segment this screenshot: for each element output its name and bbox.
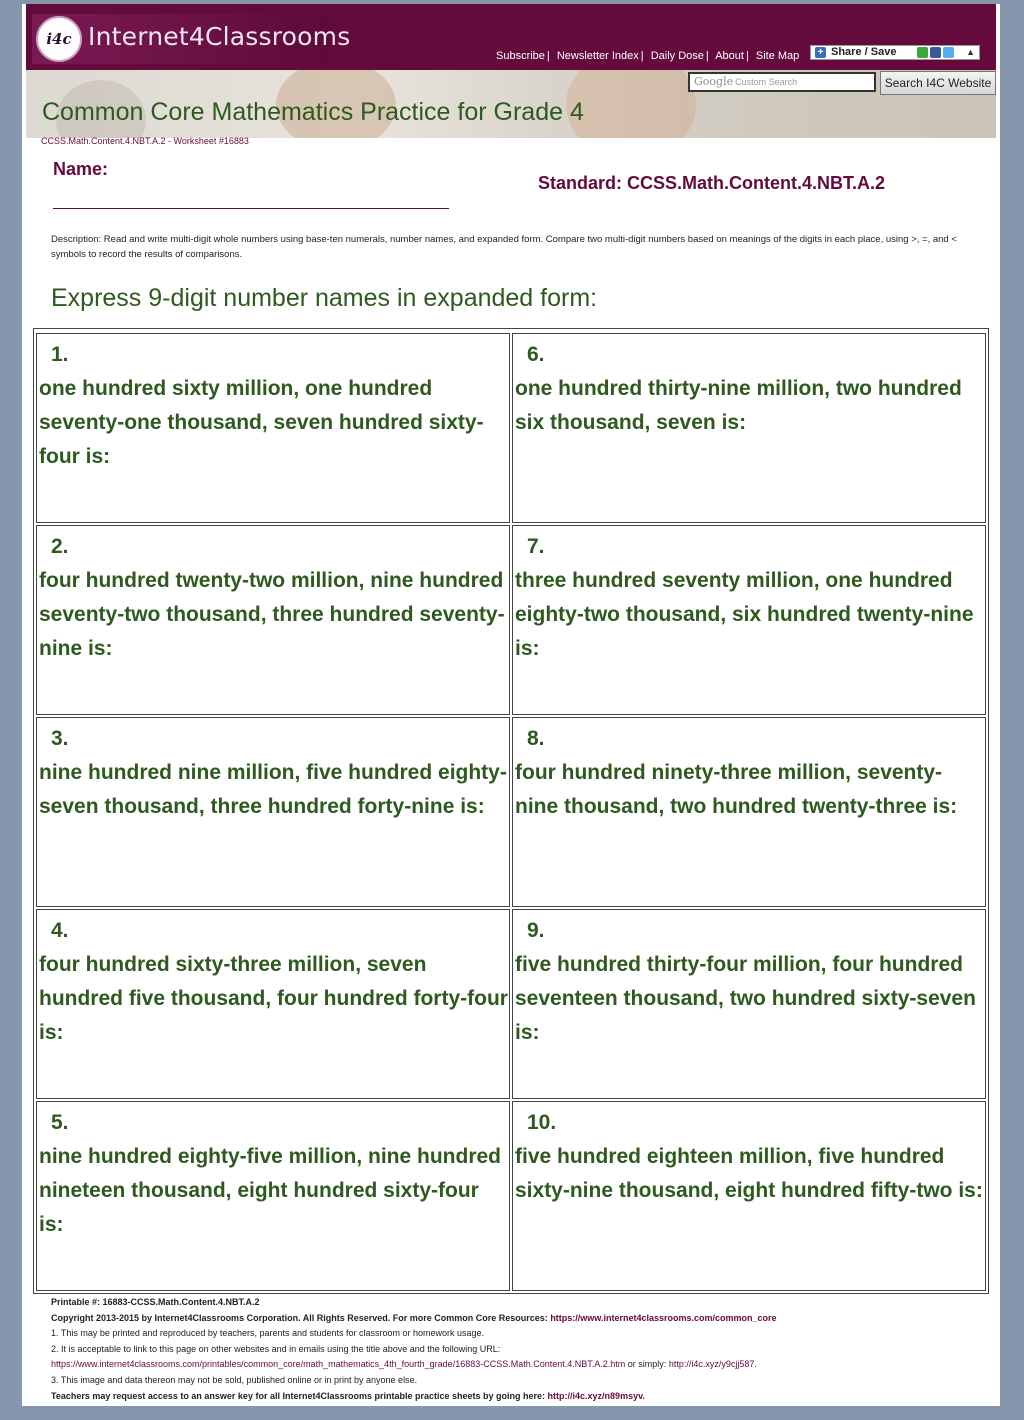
problem-cell-4: [36, 909, 510, 1099]
problem-number: 8.: [527, 727, 545, 750]
name-underline: [53, 208, 449, 209]
copyright-line: [51, 1311, 991, 1327]
usage-note-2: 2. It is acceptable to link to this page on other websites and in emails using the title above and the following URL:: [51, 1343, 501, 1354]
logo-badge-icon: i4c: [36, 16, 82, 62]
common-core-link[interactable]: https://www.internet4classrooms.com/common_core: [550, 1312, 777, 1323]
site-header: [26, 4, 996, 70]
email-share-icon: [917, 47, 928, 58]
problem-number: 3.: [51, 727, 69, 750]
problem-number: 2.: [51, 535, 69, 558]
problem-text: one hundred thirty-nine million, two hundred six thousand, seven is:: [515, 377, 962, 434]
problem-number: 9.: [527, 919, 545, 942]
problem-text: three hundred seventy million, one hundred eighty-two thousand, six hundred twenty-nine is:: [515, 569, 974, 660]
problem-cell-9: [512, 909, 986, 1099]
answer-key-text: Teachers may request access to an answer key for all Internet4Classrooms printable practice sheets by going here:: [51, 1390, 546, 1401]
problem-text: four hundred sixty-three million, seven hundred five thousand, four hundred forty-four is:: [39, 953, 508, 1044]
answer-key-line: [51, 1389, 991, 1405]
worksheet-url-link[interactable]: https://www.internet4classrooms.com/printables/common_core/math_mathematics_4th_fourth_grade/16883-CCSS.Math.Content.4.NBT.A.2.htm: [51, 1359, 626, 1370]
problem-text: five hundred thirty-four million, four hundred seventeen thousand, two hundred sixty-seven is:: [515, 953, 976, 1044]
problem-number: 7.: [527, 535, 545, 558]
problem-cell-1: [36, 333, 510, 523]
site-logo[interactable]: [32, 14, 351, 64]
problem-cell-3: [36, 717, 510, 907]
share-dropdown-arrow-icon: ▲︎: [966, 47, 975, 57]
nav-newsletter-index[interactable]: Newsletter Index: [556, 50, 639, 62]
nav-site-map[interactable]: Site Map: [755, 50, 800, 62]
problem-text: one hundred sixty million, one hundred seventy-one thousand, seven hundred sixty-four is:: [39, 377, 484, 468]
url-line: [51, 1357, 991, 1373]
footer: [51, 1295, 991, 1404]
share-save-button[interactable]: [810, 45, 980, 60]
problem-number: 1.: [51, 343, 69, 366]
problem-text: four hundred ninety-three million, seventy-nine thousand, two hundred twenty-three is:: [515, 761, 958, 818]
problem-number: 6.: [527, 343, 545, 366]
problem-text: five hundred eighteen million, five hundred sixty-nine thousand, eight hundred fifty-two is:: [515, 1145, 983, 1202]
usage-note-1: 1. This may be printed and reproduced by teachers, parents and students for classroom or homework usage.: [51, 1328, 485, 1339]
problem-number: 5.: [51, 1111, 69, 1134]
copyright-text: Copyright 2013-2015 by Internet4Classrooms Corporation. All Rights Reserved. For more Common Core Resources:: [51, 1312, 548, 1323]
custom-search-input[interactable]: [688, 72, 876, 92]
nav-about[interactable]: About: [715, 50, 744, 62]
nav-separator: |: [640, 50, 644, 62]
problem-number: 10.: [527, 1111, 557, 1134]
top-navigation: [496, 50, 799, 62]
facebook-share-icon: [930, 47, 941, 58]
nav-separator: |: [705, 50, 709, 62]
short-url-link[interactable]: http://i4c.xyz/y9cjj587.: [668, 1359, 757, 1370]
nav-daily-dose[interactable]: Daily Dose: [650, 50, 704, 62]
nav-subscribe[interactable]: Subscribe: [496, 50, 545, 62]
problem-text: nine hundred eighty-five million, nine hundred nineteen thousand, eight hundred sixty-four is:: [39, 1145, 502, 1236]
problem-text: four hundred twenty-two million, nine hundred seventy-two thousand, three hundred seventy-nine is:: [39, 569, 505, 660]
nav-separator: |: [546, 50, 550, 62]
standard-label: Standard: CCSS.Math.Content.4.NBT.A.2: [538, 173, 886, 193]
worksheet-page: [22, 4, 1000, 1406]
share-plus-icon: +: [815, 47, 826, 58]
problem-number: 4.: [51, 919, 69, 942]
share-service-icons: [917, 47, 956, 60]
google-brand: Google: [694, 75, 734, 88]
problem-cell-2: [36, 525, 510, 715]
logo-text: Internet4Classrooms: [88, 22, 351, 51]
problem-cell-5: [36, 1101, 510, 1291]
search-i4c-button[interactable]: Search I4C Website: [880, 71, 996, 95]
description: Description: Read and write multi-digit whole numbers using base-ten numerals, number names, and expanded form. Compare two multi-digit numbers based on meanings of the digits in each place, using >, =, and < symbols to record the results of comparisons.: [51, 234, 957, 260]
answer-key-link[interactable]: http://i4c.xyz/n89msyv.: [547, 1390, 645, 1401]
url-or-text: or simply:: [627, 1359, 667, 1370]
problem-cell-8: [512, 717, 986, 907]
printable-number: Printable #: 16883-CCSS.Math.Content.4.NBT.A.2: [51, 1297, 260, 1307]
nav-separator: |: [745, 50, 749, 62]
name-label: Name:: [53, 159, 109, 179]
problem-grid: [33, 328, 989, 1294]
problem-cell-6: [512, 333, 986, 523]
page-title: Common Core Mathematics Practice for Grade 4: [42, 98, 584, 126]
search-placeholder: Custom Search: [735, 77, 798, 87]
usage-note-3: 3. This image and data thereon may not be sold, published online or in print by anyone else.: [51, 1374, 418, 1385]
worksheet-id: CCSS.Math.Content.4.NBT.A.2 - Worksheet #16883: [41, 136, 249, 146]
banner-photo-shape: [566, 70, 696, 138]
twitter-share-icon: [943, 47, 954, 58]
share-save-label: Share / Save: [831, 46, 897, 58]
instruction: Express 9-digit number names in expanded form:: [51, 284, 598, 312]
problem-cell-10: [512, 1101, 986, 1291]
problem-text: nine hundred nine million, five hundred eighty-seven thousand, three hundred forty-nine is:: [39, 761, 507, 818]
problem-cell-7: [512, 525, 986, 715]
